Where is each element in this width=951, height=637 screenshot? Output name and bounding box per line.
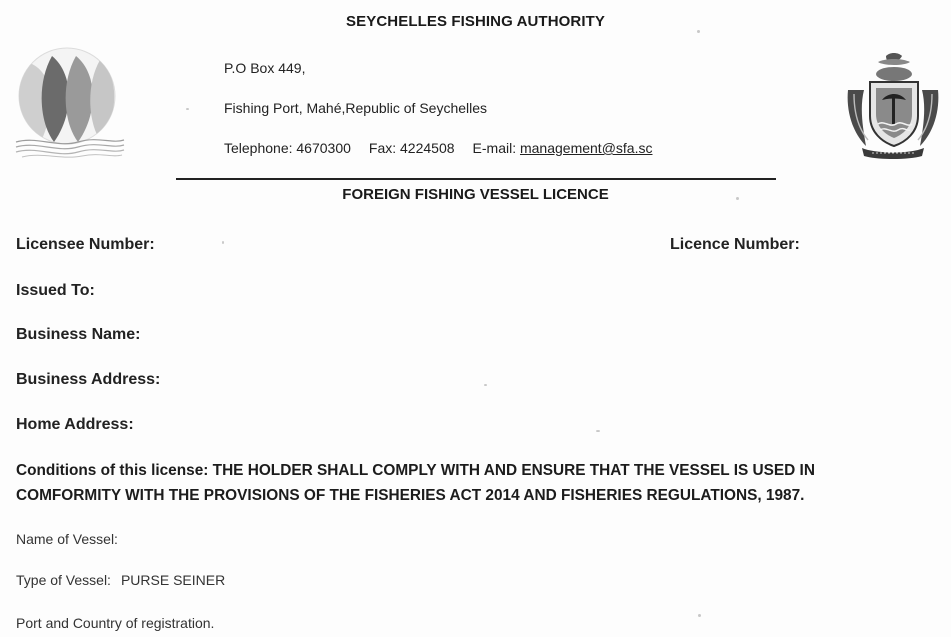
issued-to-label: Issued To: xyxy=(16,282,95,299)
authority-name: SEYCHELLES FISHING AUTHORITY xyxy=(346,13,605,30)
scan-speck xyxy=(698,614,701,617)
document-title: FOREIGN FISHING VESSEL LICENCE xyxy=(342,186,609,203)
scan-speck xyxy=(736,197,739,200)
conditions-line-2: COMFORMITY WITH THE PROVISIONS OF THE FISHERIES ACT 2014 AND FISHERIES REGULATIONS, 1987. xyxy=(16,487,805,504)
address-po-box: P.O Box 449, xyxy=(224,60,306,76)
vessel-type-row xyxy=(16,572,225,588)
licence-conditions xyxy=(16,458,941,508)
email-label: E-mail: xyxy=(472,140,517,156)
scan-speck xyxy=(222,241,224,244)
licensee-number-label: Licensee Number: xyxy=(16,236,155,253)
business-address-label: Business Address: xyxy=(16,371,161,388)
contact-line xyxy=(224,140,652,156)
scan-speck xyxy=(186,108,189,110)
address-location: Fishing Port, Mahé,Republic of Seychelles xyxy=(224,100,488,116)
coat-of-arms-seal xyxy=(842,50,944,160)
scan-speck xyxy=(596,430,600,432)
licence-number-label: Licence Number: xyxy=(670,236,800,253)
scan-speck xyxy=(484,384,487,386)
telephone-number: Telephone: 4670300 xyxy=(224,140,351,156)
port-country-label: Port and Country of registration. xyxy=(16,615,215,631)
sfa-logo xyxy=(12,44,128,160)
business-name-label: Business Name: xyxy=(16,326,141,343)
header-divider xyxy=(176,178,776,180)
conditions-line-1: Conditions of this license: THE HOLDER SHALL COMPLY WITH AND ENSURE THAT THE VESSEL IS USED IN xyxy=(16,462,815,479)
home-address-label: Home Address: xyxy=(16,416,134,433)
vessel-name-label: Name of Vessel: xyxy=(16,531,118,547)
scan-speck xyxy=(697,30,700,33)
fax-number: Fax: 4224508 xyxy=(368,140,455,156)
vessel-type-label: Type of Vessel: xyxy=(16,572,111,588)
vessel-type-value: PURSE SEINER xyxy=(120,572,226,588)
email-link[interactable]: management@sfa.sc xyxy=(519,140,653,156)
